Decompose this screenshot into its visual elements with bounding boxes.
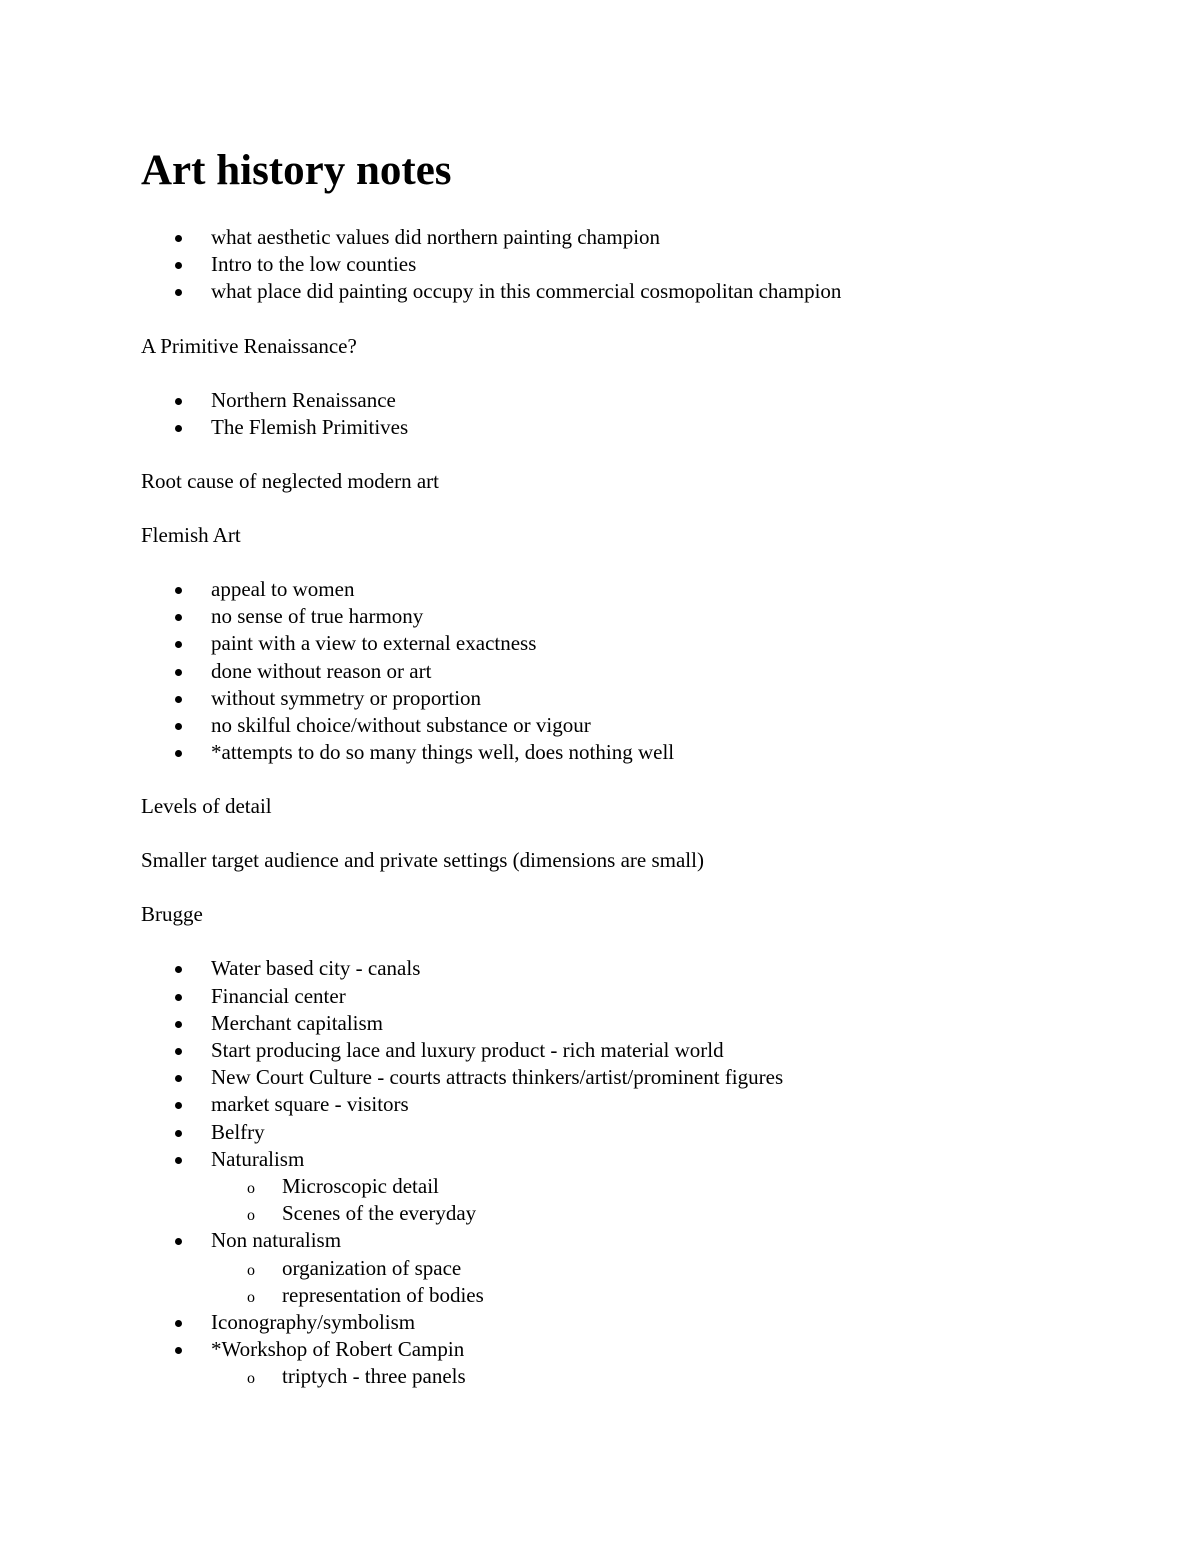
bullet-icon — [175, 614, 182, 621]
list-item: Start producing lace and luxury product - rich material world — [141, 1037, 1101, 1064]
bullet-icon — [175, 262, 182, 269]
list-item-naturalism: Naturalism o Microscopic detail o Scenes of the everyday — [141, 1146, 1101, 1228]
list-item: Intro to the low counties — [141, 251, 1101, 278]
bullet-icon — [175, 966, 182, 973]
page-title: Art history notes — [141, 147, 452, 194]
brugge-heading: Brugge — [141, 902, 203, 927]
list-item-workshop: *Workshop of Robert Campin o triptych - three panels — [141, 1336, 1101, 1390]
bullet-icon — [175, 235, 182, 242]
list-item: what place did painting occupy in this commercial cosmopolitan champion — [141, 278, 1101, 305]
naturalism-sublist — [211, 1173, 1101, 1227]
sub-list-item: o Microscopic detail — [211, 1173, 1101, 1200]
smaller-audience-text: Smaller target audience and private settings (dimensions are small) — [141, 848, 704, 873]
bullet-icon — [175, 1021, 182, 1028]
bullet-icon — [175, 398, 182, 405]
list-item: Northern Renaissance — [141, 387, 1101, 414]
list-item: Financial center — [141, 983, 1101, 1010]
bullet-icon — [175, 1320, 182, 1327]
sub-list-item: o Scenes of the everyday — [211, 1200, 1101, 1227]
list-item: market square - visitors — [141, 1091, 1101, 1118]
list-item: what aesthetic values did northern painting champion — [141, 224, 1101, 251]
flemish-list — [141, 576, 1101, 766]
root-cause-text: Root cause of neglected modern art — [141, 469, 439, 494]
sub-list-item: o triptych - three panels — [211, 1363, 1101, 1390]
bullet-icon — [175, 641, 182, 648]
list-item: Merchant capitalism — [141, 1010, 1101, 1037]
list-item: no sense of true harmony — [141, 603, 1101, 630]
bullet-icon — [175, 1130, 182, 1137]
list-item: paint with a view to external exactness — [141, 630, 1101, 657]
levels-of-detail-text: Levels of detail — [141, 794, 272, 819]
bullet-icon — [175, 587, 182, 594]
primitive-list — [141, 387, 1101, 441]
workshop-sublist — [211, 1363, 1101, 1390]
sub-list-item: o representation of bodies — [211, 1282, 1101, 1309]
bullet-icon — [175, 1347, 182, 1354]
bullet-icon — [175, 1102, 182, 1109]
list-item: done without reason or art — [141, 658, 1101, 685]
sub-list-item: o organization of space — [211, 1255, 1101, 1282]
list-item: Water based city - canals — [141, 955, 1101, 982]
bullet-icon — [175, 1048, 182, 1055]
circle-bullet-icon: o — [247, 1261, 255, 1279]
non-naturalism-sublist — [211, 1255, 1101, 1309]
circle-bullet-icon: o — [247, 1207, 255, 1225]
bullet-icon — [175, 669, 182, 676]
bullet-icon — [175, 289, 182, 296]
bullet-icon — [175, 425, 182, 432]
list-item: The Flemish Primitives — [141, 414, 1101, 441]
list-item: appeal to women — [141, 576, 1101, 603]
bullet-icon — [175, 994, 182, 1001]
flemish-heading: Flemish Art — [141, 523, 241, 548]
list-item: New Court Culture - courts attracts thinkers/artist/prominent figures — [141, 1064, 1101, 1091]
brugge-list — [141, 955, 1101, 1390]
circle-bullet-icon: o — [247, 1180, 255, 1198]
list-item: without symmetry or proportion — [141, 685, 1101, 712]
circle-bullet-icon: o — [247, 1370, 255, 1388]
list-item: Belfry — [141, 1119, 1101, 1146]
bullet-icon — [175, 750, 182, 757]
bullet-icon — [175, 1075, 182, 1082]
primitive-heading: A Primitive Renaissance? — [141, 333, 357, 358]
list-item: no skilful choice/without substance or vigour — [141, 712, 1101, 739]
bullet-icon — [175, 1157, 182, 1164]
list-item-iconography: Iconography/symbolism — [141, 1309, 1101, 1336]
bullet-icon — [175, 723, 182, 730]
bullet-icon — [175, 696, 182, 703]
circle-bullet-icon: o — [247, 1288, 255, 1306]
bullet-icon — [175, 1238, 182, 1245]
list-item-non-naturalism: Non naturalism o organization of space o representation of bodies — [141, 1227, 1101, 1309]
document-page — [141, 146, 1101, 1418]
list-item: *attempts to do so many things well, does nothing well — [141, 739, 1101, 766]
intro-list — [141, 224, 1101, 306]
